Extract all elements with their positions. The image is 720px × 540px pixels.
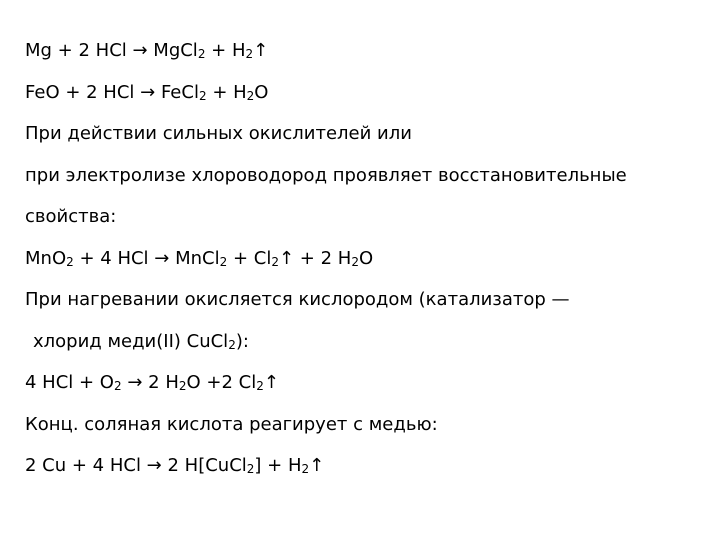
subscript: 2 bbox=[271, 254, 279, 269]
line-eq-feo-hcl bbox=[25, 72, 705, 114]
subscript: 2 bbox=[113, 379, 122, 393]
subscript: 2 bbox=[246, 88, 255, 103]
text-segment: Конц. соляная кислота реагирует с медью: bbox=[25, 413, 438, 435]
line-text-electrolysis bbox=[25, 155, 705, 197]
text-segment: ] + H bbox=[254, 455, 302, 476]
text-segment: хлорид меди(II) CuCl bbox=[33, 330, 229, 352]
text-segment: + Cl bbox=[227, 247, 272, 269]
text-segment: ↑ + 2 H bbox=[278, 247, 352, 269]
text-segment: O bbox=[358, 247, 374, 269]
text-segment: + 4 HCl → MnCl bbox=[73, 247, 220, 269]
line-eq-cu-hcl bbox=[25, 445, 705, 487]
line-eq-mno2-hcl bbox=[25, 238, 705, 280]
text-segment: FeO + 2 HCl → FeCl bbox=[25, 81, 199, 103]
text-segment: + H bbox=[206, 81, 247, 103]
text-segment: + H bbox=[205, 40, 246, 61]
subscript: 2 bbox=[219, 254, 228, 269]
text-segment: 2 Cu + 4 HCl → 2 H[CuCl bbox=[25, 455, 247, 476]
subscript: 2 bbox=[351, 254, 359, 269]
line-eq-hcl-o2 bbox=[25, 362, 705, 404]
line-text-oxidizers bbox=[25, 113, 705, 155]
text-segment: при электролизе хлороводород проявляет восстановительные bbox=[25, 164, 627, 186]
subscript: 2 bbox=[256, 379, 264, 393]
line-eq-mg-hcl bbox=[25, 30, 705, 72]
text-segment: → 2 H bbox=[121, 372, 179, 393]
text-segment: Mg + 2 HCl → MgCl bbox=[25, 40, 198, 61]
subscript: 2 bbox=[66, 254, 74, 269]
text-segment: O +2 Cl bbox=[186, 372, 257, 393]
text-segment: свойства: bbox=[25, 206, 117, 227]
line-text-conc-acid bbox=[25, 404, 705, 446]
line-text-heating bbox=[25, 279, 705, 321]
text-segment: ↑ bbox=[253, 40, 269, 61]
subscript: 2 bbox=[198, 88, 207, 103]
subscript: 2 bbox=[178, 379, 187, 393]
subscript: 2 bbox=[197, 47, 206, 61]
text-segment: MnO bbox=[25, 247, 67, 269]
subscript: 2 bbox=[228, 337, 236, 352]
text-segment: 4 HCl + O bbox=[25, 372, 114, 393]
text-segment: O bbox=[254, 81, 269, 103]
subscript: 2 bbox=[246, 462, 255, 476]
subscript: 2 bbox=[245, 47, 254, 61]
subscript: 2 bbox=[301, 462, 310, 476]
text-segment: При действии сильных окислителей или bbox=[25, 123, 412, 144]
line-text-properties bbox=[25, 196, 705, 238]
text-segment: ↑ bbox=[263, 372, 279, 393]
line-text-catalyst bbox=[25, 321, 705, 363]
slide-content bbox=[25, 30, 705, 487]
text-segment: ↑ bbox=[309, 455, 325, 476]
text-segment: При нагревании окисляется кислородом (катализатор — bbox=[25, 289, 570, 310]
text-segment: ): bbox=[235, 330, 249, 352]
